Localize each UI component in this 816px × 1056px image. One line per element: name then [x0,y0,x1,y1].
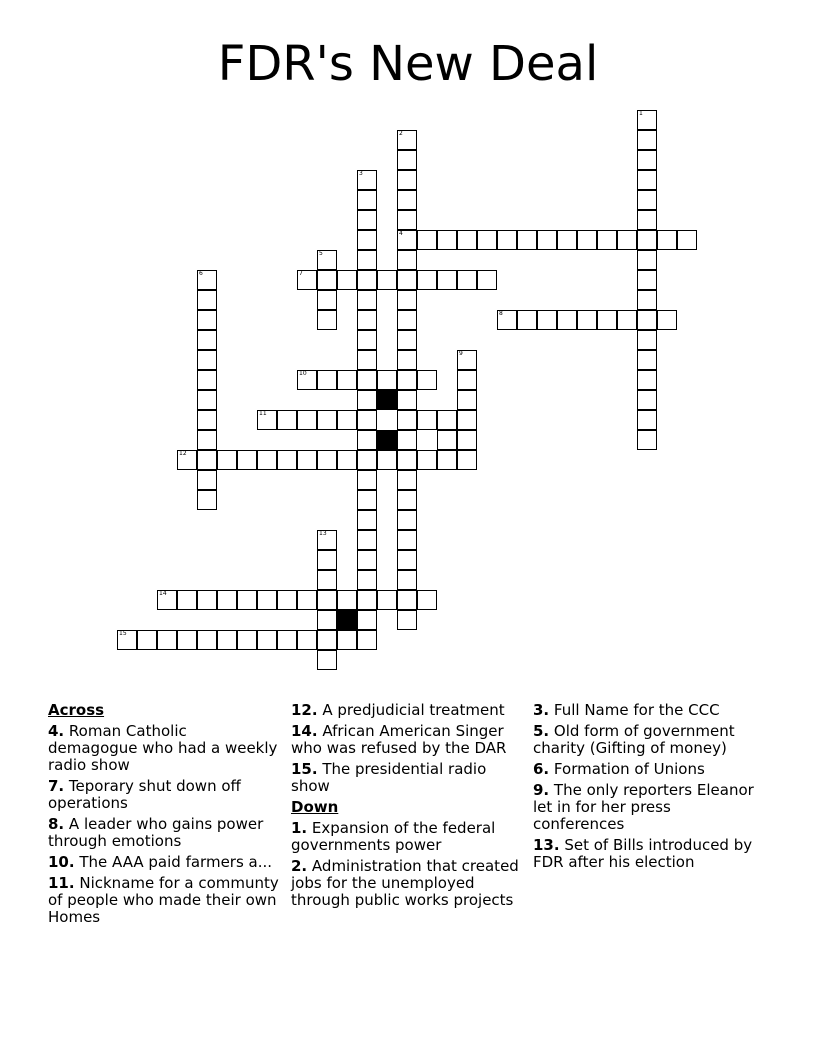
grid-cell[interactable] [517,230,537,250]
grid-cell[interactable] [417,590,437,610]
grid-cell[interactable] [357,230,377,250]
grid-cell[interactable] [357,290,377,310]
clue-text: The only reporters Eleanor let in for her press conferences [533,781,754,833]
grid-cell[interactable] [557,310,577,330]
grid-cell[interactable] [637,390,657,410]
grid-cell[interactable] [197,290,217,310]
grid-cell[interactable] [197,390,217,410]
grid-cell[interactable] [637,310,657,330]
clue-column-3 [533,702,765,875]
grid-cell[interactable] [537,310,557,330]
grid-cell[interactable] [357,330,377,350]
grid-cell[interactable] [597,230,617,250]
grid-cell[interactable] [297,410,317,430]
clue-text: A predjudicial treatment [322,701,505,719]
grid-cell[interactable] [397,190,417,210]
grid-cell[interactable] [397,150,417,170]
grid-cell[interactable] [457,430,477,450]
grid-cell[interactable] [637,230,657,250]
grid-cell[interactable] [657,230,677,250]
grid-cell[interactable] [297,630,317,650]
grid-cell[interactable] [457,350,477,370]
grid-cell[interactable] [397,610,417,630]
grid-cell[interactable] [357,450,377,470]
grid-cell[interactable] [357,470,377,490]
grid-cell[interactable] [457,230,477,250]
grid-cell[interactable] [417,450,437,470]
clue-across-8 [48,816,280,850]
grid-cell[interactable] [637,170,657,190]
cell-number: 12 [179,450,187,457]
grid-cell[interactable] [617,310,637,330]
grid-cell[interactable] [637,350,657,370]
cell-number: 14 [159,590,167,597]
grid-cell[interactable] [197,310,217,330]
grid-cell[interactable] [177,450,197,470]
clue-column-1 [48,702,280,930]
grid-cell[interactable] [637,410,657,430]
clue-down-9 [533,782,765,833]
grid-cell[interactable] [357,510,377,530]
grid-cell[interactable] [597,310,617,330]
clue-down-5 [533,723,765,757]
grid-cell[interactable] [257,450,277,470]
grid-cell[interactable] [417,230,437,250]
grid-cell[interactable] [337,450,357,470]
grid-cell[interactable] [157,590,177,610]
grid-cell[interactable] [357,210,377,230]
grid-cell[interactable] [357,370,377,390]
grid-cell[interactable] [377,590,397,610]
grid-cell[interactable] [637,130,657,150]
grid-cell[interactable] [397,410,417,430]
grid-cell[interactable] [257,590,277,610]
grid-cell[interactable] [397,310,417,330]
clue-number: 4. [48,722,65,740]
grid-cell[interactable] [317,310,337,330]
clue-column-2 [291,702,523,913]
clue-across-14 [291,723,523,757]
grid-cell[interactable] [417,410,437,430]
grid-cell[interactable] [357,390,377,410]
grid-cell[interactable] [437,450,457,470]
grid-cell[interactable] [357,170,377,190]
clue-text: Nickname for a communty of people who made their own Homes [48,874,279,926]
grid-cell[interactable] [297,270,317,290]
grid-cell[interactable] [357,310,377,330]
grid-cell[interactable] [337,410,357,430]
grid-cell[interactable] [637,250,657,270]
clue-across-12 [291,702,523,719]
grid-cell[interactable] [197,470,217,490]
black-cell [377,430,397,450]
grid-cell[interactable] [197,590,217,610]
cell-number: 4 [399,230,403,237]
grid-cell[interactable] [197,370,217,390]
grid-cell[interactable] [357,490,377,510]
grid-cell[interactable] [357,270,377,290]
clue-number: 13. [533,836,560,854]
grid-cell[interactable] [277,590,297,610]
grid-cell[interactable] [317,370,337,390]
clue-number: 7. [48,777,65,795]
grid-cell[interactable] [357,550,377,570]
grid-cell[interactable] [637,370,657,390]
grid-cell[interactable] [357,190,377,210]
grid-cell[interactable] [377,270,397,290]
grid-cell[interactable] [637,150,657,170]
black-cell [377,390,397,410]
grid-cell[interactable] [437,410,457,430]
clue-across-10 [48,854,280,871]
grid-cell[interactable] [317,270,337,290]
grid-cell[interactable] [497,230,517,250]
grid-cell[interactable] [397,230,417,250]
grid-cell[interactable] [577,230,597,250]
grid-cell[interactable] [437,430,457,450]
grid-cell[interactable] [637,110,657,130]
grid-cell[interactable] [197,430,217,450]
clue-down-6 [533,761,765,778]
grid-cell[interactable] [397,350,417,370]
grid-cell[interactable] [217,450,237,470]
clue-across-11 [48,875,280,926]
grid-cell[interactable] [477,230,497,250]
grid-cell[interactable] [457,450,477,470]
grid-cell[interactable] [397,550,417,570]
clue-text: Set of Bills introduced by FDR after his election [533,836,753,871]
grid-cell[interactable] [397,170,417,190]
grid-cell[interactable] [257,410,277,430]
clue-number: 12. [291,701,318,719]
black-cell [337,610,357,630]
grid-cell[interactable] [197,330,217,350]
grid-cell[interactable] [397,390,417,410]
grid-cell[interactable] [357,590,377,610]
cell-number: 9 [459,350,463,357]
grid-cell[interactable] [397,210,417,230]
clue-number: 10. [48,853,75,871]
grid-cell[interactable] [217,590,237,610]
grid-cell[interactable] [297,450,317,470]
clue-text: The AAA paid farmers a... [79,853,273,871]
grid-cell[interactable] [517,310,537,330]
grid-cell[interactable] [657,310,677,330]
grid-cell[interactable] [237,450,257,470]
grid-cell[interactable] [457,410,477,430]
grid-cell[interactable] [637,210,657,230]
grid-cell[interactable] [317,630,337,650]
grid-cell[interactable] [337,630,357,650]
grid-cell[interactable] [257,630,277,650]
cell-number: 8 [499,310,503,317]
grid-cell[interactable] [317,570,337,590]
grid-cell[interactable] [317,410,337,430]
grid-cell[interactable] [277,450,297,470]
grid-cell[interactable] [357,570,377,590]
grid-cell[interactable] [397,250,417,270]
clue-text: Roman Catholic demagogue who had a weekly radio show [48,722,278,774]
clue-text: Full Name for the CCC [553,701,720,719]
grid-cell[interactable] [177,630,197,650]
clue-number: 1. [291,819,308,837]
grid-cell[interactable] [357,350,377,370]
grid-cell[interactable] [317,530,337,550]
grid-cell[interactable] [617,230,637,250]
grid-cell[interactable] [397,330,417,350]
cell-number: 11 [259,410,267,417]
clue-across-15 [291,761,523,795]
cell-number: 6 [199,270,203,277]
grid-cell[interactable] [397,590,417,610]
grid-cell[interactable] [277,630,297,650]
grid-cell[interactable] [317,290,337,310]
clue-text: Administration that created jobs for the unemployed through public works projects [291,857,519,909]
grid-cell[interactable] [637,330,657,350]
clue-number: 14. [291,722,318,740]
grid-cell[interactable] [557,230,577,250]
down-header: Down [291,798,339,816]
grid-cell[interactable] [197,450,217,470]
across-header: Across [48,701,105,719]
grid-cell[interactable] [357,610,377,630]
grid-cell[interactable] [197,350,217,370]
grid-cell[interactable] [377,450,397,470]
clue-across-7 [48,778,280,812]
grid-cell[interactable] [357,410,377,430]
grid-cell[interactable] [397,510,417,530]
clue-across-4 [48,723,280,774]
grid-cell[interactable] [417,370,437,390]
clue-number: 11. [48,874,75,892]
grid-cell[interactable] [317,550,337,570]
grid-cell[interactable] [377,370,397,390]
grid-cell[interactable] [157,630,177,650]
grid-cell[interactable] [397,490,417,510]
grid-cell[interactable] [317,610,337,630]
grid-cell[interactable] [317,650,337,670]
clue-text: Formation of Unions [553,760,705,778]
grid-cell[interactable] [437,230,457,250]
grid-cell[interactable] [537,230,557,250]
grid-cell[interactable] [497,310,517,330]
grid-cell[interactable] [397,130,417,150]
cell-number: 1 [639,110,643,117]
grid-cell[interactable] [637,190,657,210]
grid-cell[interactable] [477,270,497,290]
grid-cell[interactable] [297,590,317,610]
grid-cell[interactable] [417,270,437,290]
grid-cell[interactable] [357,250,377,270]
clue-number: 5. [533,722,550,740]
clue-number: 15. [291,760,318,778]
grid-cell[interactable] [637,270,657,290]
cell-number: 3 [359,170,363,177]
clue-text: Teporary shut down off operations [48,777,241,812]
cell-number: 10 [299,370,307,377]
grid-cell[interactable] [317,590,337,610]
grid-cell[interactable] [357,530,377,550]
grid-cell[interactable] [397,430,417,450]
clue-number: 2. [291,857,308,875]
clue-down-13 [533,837,765,871]
cell-number: 2 [399,130,403,137]
grid-cell[interactable] [677,230,697,250]
clue-text: Expansion of the federal governments power [291,819,496,854]
cell-number: 15 [119,630,127,637]
grid-cell[interactable] [197,630,217,650]
clue-down-2 [291,858,523,909]
clue-text: Old form of government charity (Gifting of money) [533,722,735,757]
grid-cell[interactable] [397,570,417,590]
grid-cell[interactable] [397,530,417,550]
clue-text: A leader who gains power through emotions [48,815,264,850]
page-title: FDR's New Deal [217,36,599,92]
grid-cell[interactable] [397,450,417,470]
grid-cell[interactable] [197,410,217,430]
clue-text: The presidential radio show [291,760,487,795]
grid-cell[interactable] [197,270,217,290]
clue-number: 3. [533,701,550,719]
grid-cell[interactable] [437,270,457,290]
grid-cell[interactable] [217,630,237,650]
grid-cell[interactable] [117,630,137,650]
grid-cell[interactable] [637,430,657,450]
grid-cell[interactable] [457,370,477,390]
clue-down-1 [291,820,523,854]
grid-cell[interactable] [457,270,477,290]
grid-cell[interactable] [457,390,477,410]
grid-cell[interactable] [237,630,257,650]
grid-cell[interactable] [297,370,317,390]
clue-down-3 [533,702,765,719]
grid-cell[interactable] [357,630,377,650]
cell-number: 13 [319,530,327,537]
grid-cell[interactable] [277,410,297,430]
grid-cell[interactable] [397,270,417,290]
clue-number: 8. [48,815,65,833]
grid-cell[interactable] [397,470,417,490]
grid-cell[interactable] [317,250,337,270]
grid-cell[interactable] [337,270,357,290]
grid-cell[interactable] [397,370,417,390]
grid-cell[interactable] [137,630,157,650]
grid-cell[interactable] [237,590,257,610]
grid-cell[interactable] [337,590,357,610]
grid-cell[interactable] [317,450,337,470]
grid-cell[interactable] [397,290,417,310]
cell-number: 7 [299,270,303,277]
grid-cell[interactable] [197,490,217,510]
cell-number: 5 [319,250,323,257]
grid-cell[interactable] [337,370,357,390]
grid-cell[interactable] [577,310,597,330]
clue-number: 9. [533,781,550,799]
clue-text: African American Singer who was refused by the DAR [291,722,507,757]
grid-cell[interactable] [357,430,377,450]
clue-number: 6. [533,760,550,778]
grid-cell[interactable] [177,590,197,610]
grid-cell[interactable] [637,290,657,310]
